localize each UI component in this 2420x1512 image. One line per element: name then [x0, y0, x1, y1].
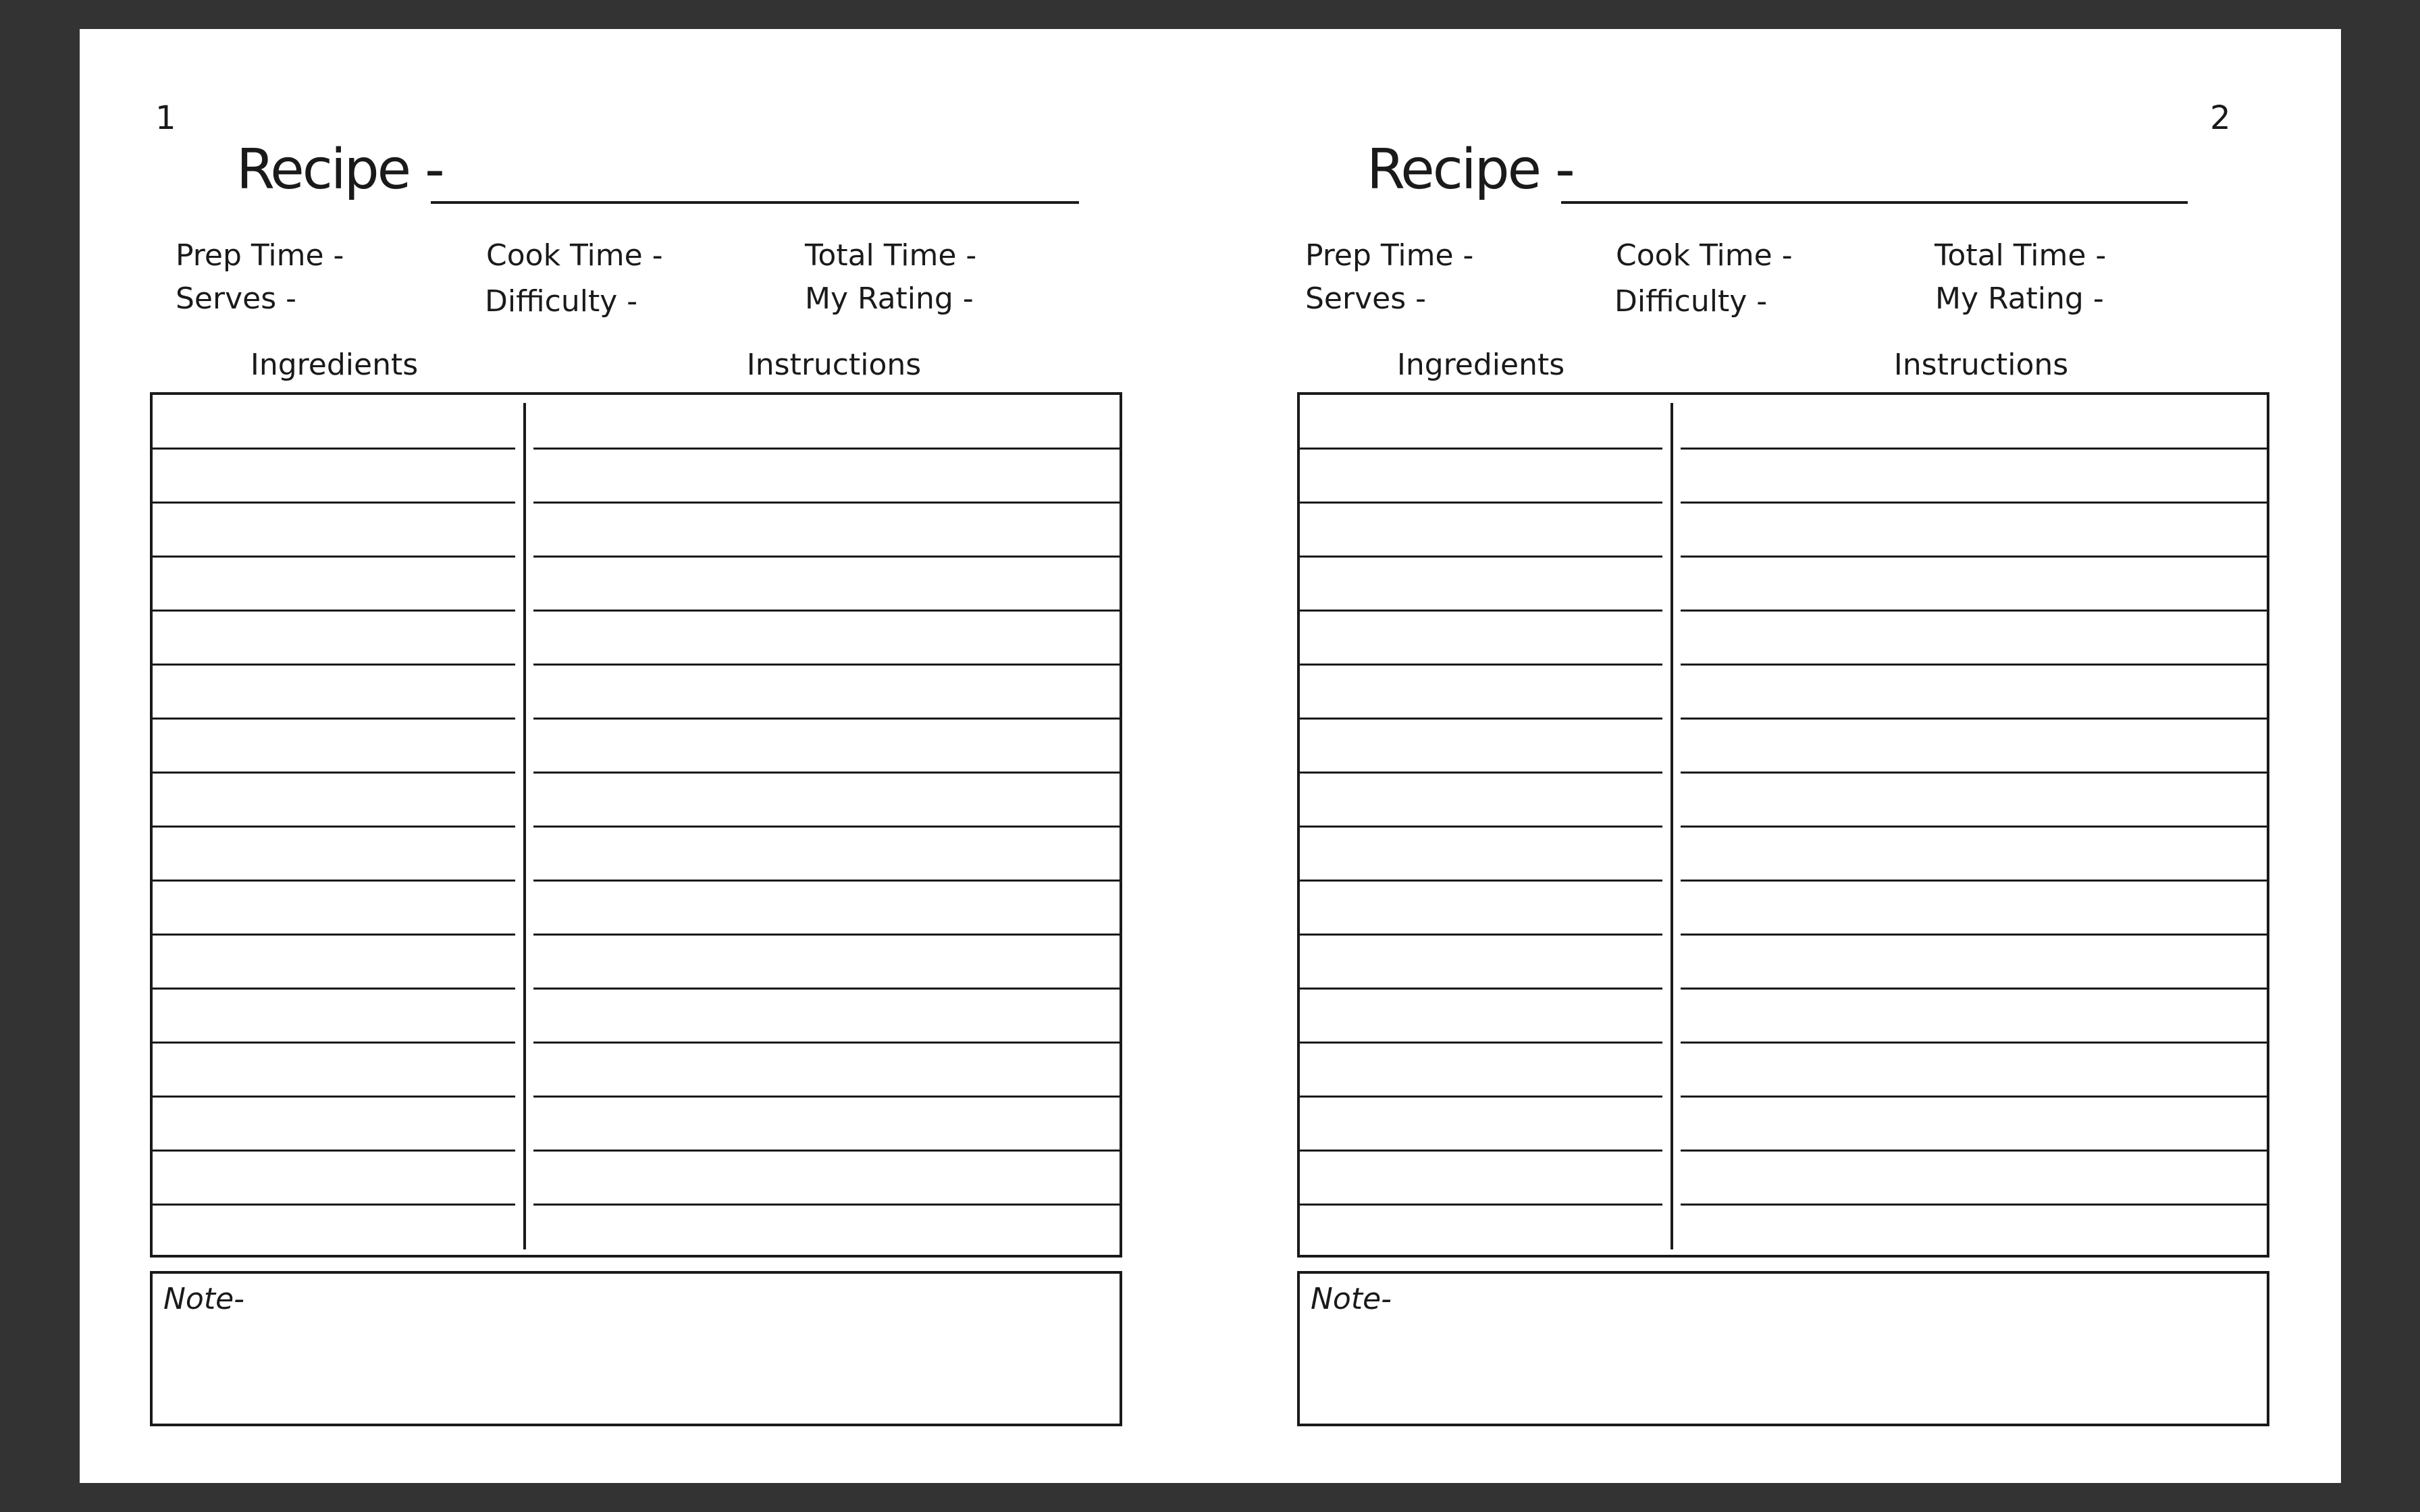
- instruction-line[interactable]: [533, 1096, 1120, 1098]
- ingredient-line[interactable]: [153, 556, 515, 558]
- instruction-line[interactable]: [1681, 1096, 2267, 1098]
- total-time-label: Total Time -: [805, 238, 977, 273]
- note-box[interactable]: [150, 1271, 1122, 1426]
- ingredient-line[interactable]: [1300, 826, 1662, 828]
- ingredient-line[interactable]: [1300, 1096, 1662, 1098]
- serves-label: Serves -: [1305, 281, 1426, 316]
- instruction-line[interactable]: [1681, 1150, 2267, 1152]
- instruction-line[interactable]: [1681, 556, 2267, 558]
- instruction-line[interactable]: [1681, 718, 2267, 720]
- ingredient-line[interactable]: [153, 448, 515, 450]
- ingredient-line[interactable]: [1300, 664, 1662, 666]
- prep-time-label: Prep Time -: [1305, 238, 1474, 273]
- instruction-line[interactable]: [1681, 664, 2267, 666]
- ingredient-line[interactable]: [153, 1042, 515, 1044]
- my-rating-label: My Rating -: [1935, 281, 2104, 316]
- cook-time-label: Cook Time -: [1616, 238, 1793, 273]
- ingredient-line[interactable]: [153, 1204, 515, 1206]
- my-rating-label: My Rating -: [805, 281, 974, 316]
- instructions-header: Instructions: [746, 348, 922, 382]
- ingredient-line[interactable]: [1300, 1150, 1662, 1152]
- instruction-line[interactable]: [1681, 934, 2267, 936]
- recipe-title-label: Recipe -: [1367, 138, 1573, 202]
- ingredient-line[interactable]: [153, 934, 515, 936]
- column-divider: [1671, 403, 1673, 1249]
- instruction-line[interactable]: [1681, 1204, 2267, 1206]
- prep-time-label: Prep Time -: [176, 238, 344, 273]
- instruction-line[interactable]: [533, 826, 1120, 828]
- instruction-line[interactable]: [1681, 880, 2267, 882]
- ingredient-line[interactable]: [1300, 934, 1662, 936]
- cook-time-label: Cook Time -: [486, 238, 663, 273]
- instructions-header: Instructions: [1893, 348, 2069, 382]
- ingredient-line[interactable]: [1300, 988, 1662, 990]
- ingredient-line[interactable]: [1300, 610, 1662, 612]
- ingredient-line[interactable]: [153, 988, 515, 990]
- ingredient-line[interactable]: [153, 826, 515, 828]
- instruction-line[interactable]: [1681, 502, 2267, 504]
- recipe-name-line[interactable]: [1561, 201, 2188, 204]
- instruction-line[interactable]: [533, 502, 1120, 504]
- ingredient-line[interactable]: [153, 1150, 515, 1152]
- instruction-line[interactable]: [533, 1150, 1120, 1152]
- ingredient-line[interactable]: [1300, 1204, 1662, 1206]
- instruction-line[interactable]: [533, 988, 1120, 990]
- ingredient-line[interactable]: [1300, 502, 1662, 504]
- page-number: 2: [2210, 99, 2231, 137]
- difficulty-label: Difficulty -: [485, 284, 638, 319]
- ingredient-line[interactable]: [153, 718, 515, 720]
- ingredients-instructions-table: [1297, 392, 2269, 1258]
- instruction-line[interactable]: [533, 880, 1120, 882]
- instruction-line[interactable]: [1681, 772, 2267, 774]
- instruction-line[interactable]: [1681, 988, 2267, 990]
- page-number: 1: [155, 99, 176, 137]
- instruction-line[interactable]: [533, 934, 1120, 936]
- instruction-line[interactable]: [1681, 448, 2267, 450]
- ingredients-instructions-table: [150, 392, 1122, 1258]
- instruction-line[interactable]: [533, 610, 1120, 612]
- recipe-sheet: [80, 29, 2341, 1483]
- difficulty-label: Difficulty -: [1614, 284, 1768, 319]
- recipe-title-label: Recipe -: [236, 138, 443, 202]
- note-label: Note-: [163, 1282, 245, 1316]
- instruction-line[interactable]: [1681, 1042, 2267, 1044]
- instruction-line[interactable]: [533, 772, 1120, 774]
- ingredient-line[interactable]: [1300, 1042, 1662, 1044]
- ingredient-line[interactable]: [1300, 556, 1662, 558]
- instruction-line[interactable]: [533, 664, 1120, 666]
- instruction-line[interactable]: [533, 718, 1120, 720]
- ingredients-header: Ingredients: [250, 348, 419, 382]
- note-box[interactable]: [1297, 1271, 2269, 1426]
- instruction-line[interactable]: [533, 556, 1120, 558]
- ingredient-line[interactable]: [153, 880, 515, 882]
- ingredient-line[interactable]: [1300, 448, 1662, 450]
- instruction-line[interactable]: [1681, 826, 2267, 828]
- instruction-line[interactable]: [1681, 610, 2267, 612]
- note-label: Note-: [1311, 1282, 1392, 1316]
- instruction-line[interactable]: [533, 448, 1120, 450]
- total-time-label: Total Time -: [1935, 238, 2107, 273]
- ingredient-line[interactable]: [1300, 880, 1662, 882]
- ingredient-line[interactable]: [153, 772, 515, 774]
- serves-label: Serves -: [176, 281, 296, 316]
- ingredient-line[interactable]: [153, 664, 515, 666]
- column-divider: [523, 403, 526, 1249]
- instruction-line[interactable]: [533, 1042, 1120, 1044]
- ingredient-line[interactable]: [153, 502, 515, 504]
- ingredient-line[interactable]: [1300, 772, 1662, 774]
- instruction-line[interactable]: [533, 1204, 1120, 1206]
- ingredients-header: Ingredients: [1396, 348, 1565, 382]
- ingredient-line[interactable]: [153, 1096, 515, 1098]
- recipe-name-line[interactable]: [431, 201, 1079, 204]
- ingredient-line[interactable]: [1300, 718, 1662, 720]
- ingredient-line[interactable]: [153, 610, 515, 612]
